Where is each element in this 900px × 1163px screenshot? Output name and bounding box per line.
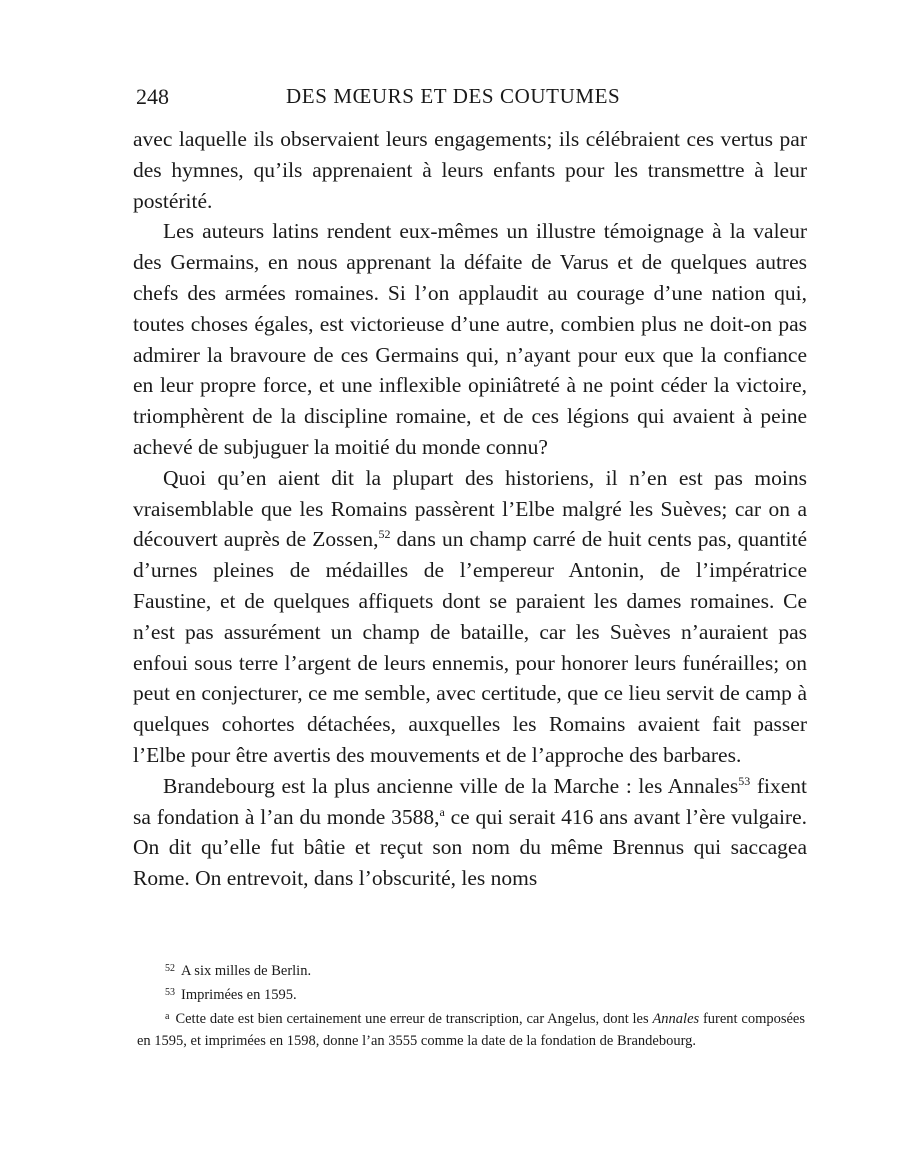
footnote-text: A six milles de Berlin. xyxy=(181,963,312,979)
paragraph-3-text-b: dans un champ carré de huit cents pas, quantité d’urnes pleines de médailles de l’empereur Antonin, de l’impératrice Faustine, et de quelques affiquets dont se paraient les dames romaines. Ce n’est pas assurément un champ de bataille, car les Suèves n’auraient pas enfoui sous terre l’argent de leurs ennemis, pour honorer leurs funérailles; on peut en conjecturer, ce me semble, avec certitude, que ce lieu servit de camp à quelques cohortes détachées, auxquelles les Romains avaient fait passer l’Elbe pour être avertis des mouvements et de l’approche des barbares. xyxy=(133,527,808,767)
page-number: 248 xyxy=(136,84,169,109)
footnote-ref-53: 53 xyxy=(738,773,751,788)
footnote-ref-52: 52 xyxy=(378,527,391,542)
footnote-mark: 52 xyxy=(165,963,175,974)
footnote-italic-title: Annales xyxy=(652,1011,700,1027)
paragraph-4-text-c: ce qui serait 416 ans avant l’ère vulgaire. On dit qu’elle fut bâtie et reçut son nom du même Brennus qui saccagea Rome. On entrevoit, dans l’obscurité, les noms xyxy=(133,804,808,891)
paragraph-3 xyxy=(133,463,807,771)
paragraph-3-text-a: Quoi qu’en aient dit la plupart des historiens, il n’en est pas moins vraisemblable que les Romains passèrent l’Elbe malgré les Suèves; car on a découvert auprès de Zossen, xyxy=(133,465,807,552)
main-text xyxy=(133,124,807,894)
footnote-52 xyxy=(137,958,805,982)
paragraph-4-text-a: Brandebourg est la plus ancienne ville de la Marche : les Annales xyxy=(163,773,739,798)
running-title: DES MŒURS ET DES COUTUMES xyxy=(286,84,621,108)
paragraph-2: Les auteurs latins rendent eux-mêmes un illustre témoignage à la valeur des Germains, en nous apprenant la défaite de Varus et de quelques autres chefs des armées romaines. Si l’on applaudit au courage d’une nation qui, toutes choses égales, est victorieuse d’une autre, combien plus ne doit-on pas admirer la bravoure de ces Germains qui, n’ayant pour eux que la confiance en leur propre force, et une inflexible opiniâtreté à ne point céder la victoire, triomphèrent de la discipline romaine, et de ces légions qui avaient à peine achevé de subjuguer la moitié du monde connu? xyxy=(133,219,807,459)
footnote-mark: a xyxy=(165,1011,170,1022)
footnote-text-a: Cette date est bien certainement une erreur de transcription, car Angelus, dont les xyxy=(175,1011,653,1027)
footnote-mark: 53 xyxy=(165,987,175,998)
footnote-text-b: furent composées en 1595, et imprimées en 1598, donne l’an 3555 comme la date de la fondation de Brandebourg. xyxy=(137,1011,805,1049)
paragraph-1: avec laquelle ils observaient leurs engagements; ils célébraient ces vertus par des hymnes, qu’ils apprenaient à leurs enfants pour les transmettre à leur postérité. xyxy=(133,127,807,213)
footnote-53 xyxy=(137,982,805,1006)
footnote-ref-a: a xyxy=(439,804,445,819)
footnote-text: Imprimées en 1595. xyxy=(181,987,297,1003)
footnote-a xyxy=(137,1006,805,1052)
footnotes xyxy=(137,958,805,1052)
page-header xyxy=(136,84,806,114)
paragraph-4 xyxy=(133,771,807,894)
paragraph-4-text-b: fixent sa fondation à l’an du monde 3588, xyxy=(133,773,807,829)
